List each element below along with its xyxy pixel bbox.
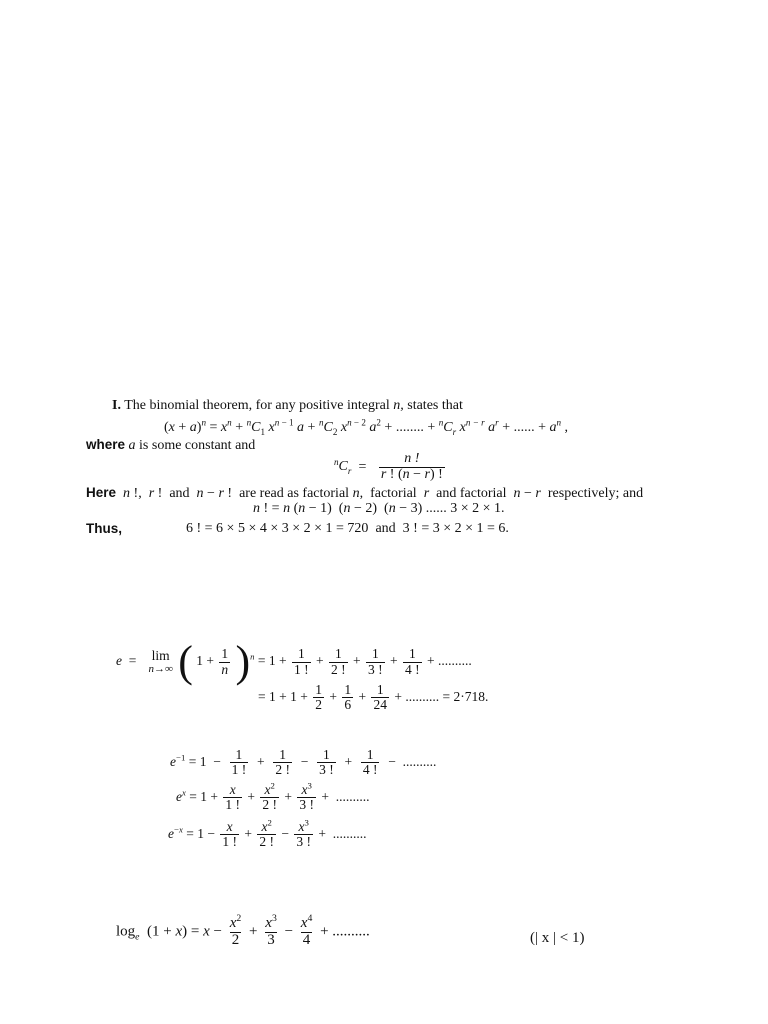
binomial-intro-line (112, 398, 463, 414)
here-line: Here n !, r ! and n − r ! are read as factorial n, factorial r and factorial n − r respectively; and (86, 485, 644, 501)
binomial-expansion-formula: $(x + a)^n = x^n + ^nC_1$ $x^{n - 1}$ $a + ^nC_2$ $x^{n - 2}$ $a^2$ + ........ + $^nC_r$ $x^{n - r}$ $a^r$ + ...... + $a^n$ , (164, 417, 569, 437)
e-inverse-ellipsis: .......... (402, 753, 437, 769)
example-six-factorial: 6 ! = 6 × 5 × 4 × 3 × 2 × 1 = 720 (186, 521, 369, 536)
e-inverse-series: $e^{-1} = 1$ − $\frac{1}{1 !}$ + $\frac{1}{2 !}$ − $\frac{1}{3 !}$ + $\frac{1}{4 !}$ − .......... (170, 747, 437, 778)
e-value-ellipsis: .......... (405, 688, 440, 704)
and-word: and (375, 521, 396, 536)
where-line (86, 437, 255, 454)
e-value-result: = 2·718. (442, 688, 489, 704)
e-neg-x-series: $e^{-x} = 1$ − $\frac{x}{1 !}$ + $\frac{x^2}{2 !}$ − $\frac{x^3}{3 !}$ + .......... (168, 817, 367, 850)
factorial-examples (186, 521, 509, 537)
intro-var: n, (393, 398, 404, 413)
thus-line (86, 521, 122, 538)
e-x-ellipsis: .......... (335, 788, 370, 804)
intro-text: The binomial theorem, for any positive integral (124, 398, 390, 413)
here-label: Here (86, 485, 117, 500)
where-var: a (128, 438, 136, 453)
factorial-definition: n ! = n (n − 1) (n − 2) (n − 3) ...... 3 × 2 × 1. (253, 501, 505, 516)
thus-label: Thus, (86, 521, 122, 536)
here-respectively: respectively; and (547, 486, 644, 501)
where-label: where (86, 437, 126, 452)
log-series-ellipsis: .......... (332, 923, 370, 940)
combination-formula: $^nC_r$ = $\frac{n !}{r ! (n - r) !}$ (334, 451, 443, 482)
example-three-factorial: 3 ! = 3 × 2 × 1 = 6. (402, 521, 509, 536)
e-value-line: = 1 + 1 + $\frac{1}{2}$ + $\frac{1}{6}$ + $\frac{1}{24}$ + .......... = 2·718. (258, 682, 489, 713)
item-number: I. (112, 398, 121, 413)
e-neg-x-ellipsis: .......... (332, 825, 367, 841)
e-series-ellipsis: .......... (438, 653, 472, 669)
intro-tail: states that (407, 398, 463, 413)
where-text: is some constant and (139, 438, 256, 453)
here-text: are read as factorial (239, 486, 350, 501)
log-condition (530, 930, 584, 947)
log-series: $\log_e (1 + x) = x$ − $\frac{x^2}{2}$ + $\frac{x^3}{3}$ − $\frac{x^4}{4}$ + .......... (116, 913, 370, 948)
e-limit-formula: e = lim n→∞ ( 1 + $\frac{1}{n}$ )$^n$ = 1 + $\frac{1}{1 !}$ + $\frac{1}{2 !}$ + $\frac{1}{3 !}$ + $\frac{1}{4 !}$ + .......... (116, 637, 472, 686)
log-condition-text: (| x | < 1) (530, 930, 585, 946)
e-x-series: $e^x = 1$ + $\frac{x}{1 !}$ + $\frac{x^2}{2 !}$ + $\frac{x^3}{3 !}$ + .......... (176, 780, 370, 813)
